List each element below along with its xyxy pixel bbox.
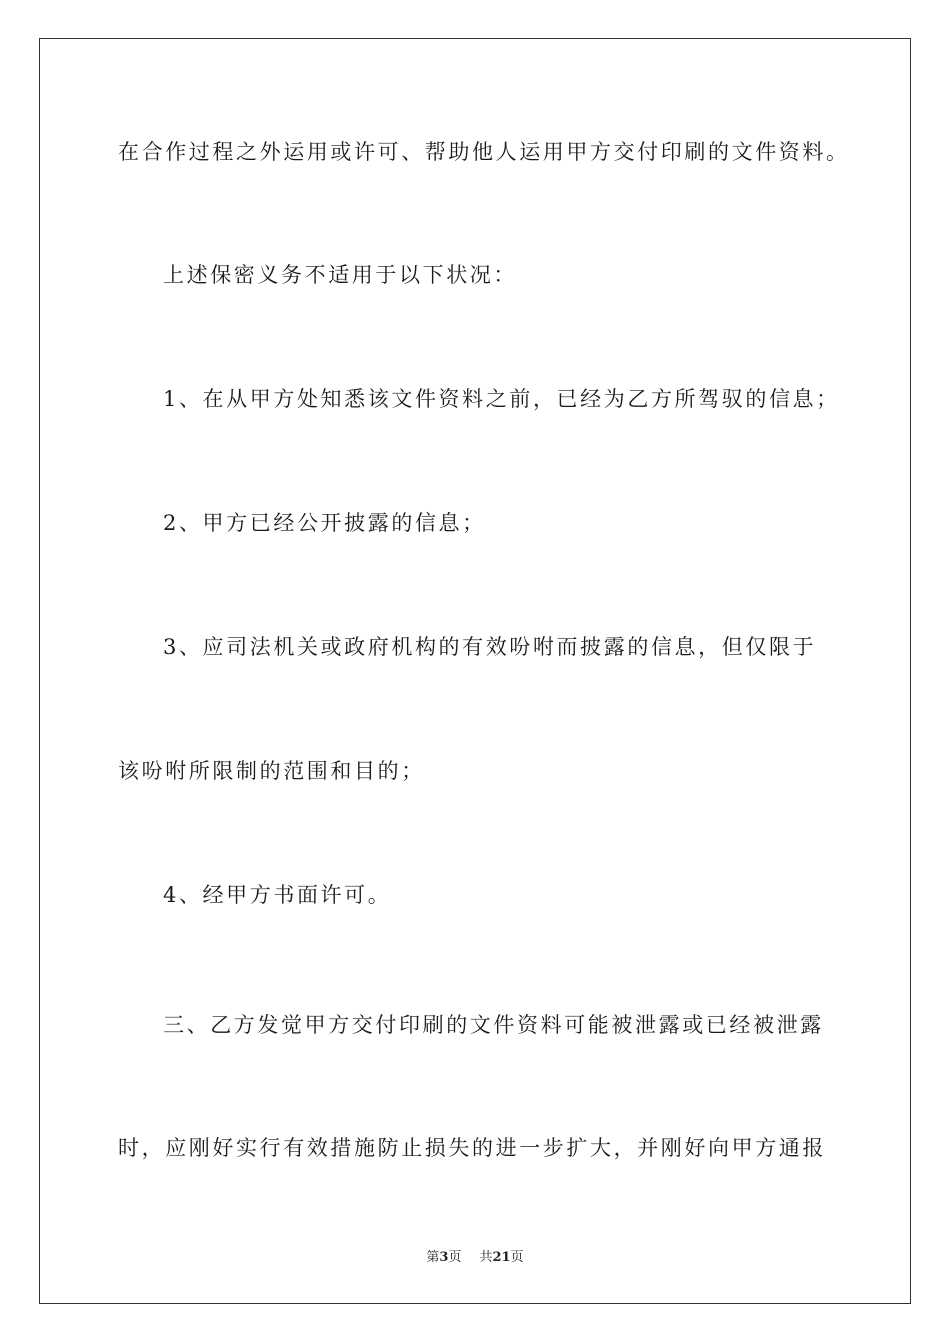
body-line-2: 上述保密义务不适用于以下状况： [163, 263, 517, 287]
list-item-2: 2、甲方已经公开披露的信息； [163, 511, 486, 535]
total-suffix: 页 [510, 1250, 524, 1265]
list-item-3-continued: 该吩咐所限制的范围和目的； [118, 759, 425, 783]
total-prefix: 共 [479, 1250, 493, 1265]
list-item-1: 1、在从甲方处知悉该文件资料之前，已经为乙方所驾驭的信息； [163, 387, 840, 411]
page-number: 3 [439, 1250, 449, 1265]
list-item-3: 3、应司法机关或政府机构的有效吩咐而披露的信息，但仅限于 [163, 635, 817, 659]
page-prefix: 第 [426, 1250, 440, 1265]
page-footer [0, 1246, 950, 1265]
list-item-4: 4、经甲方书面许可。 [163, 883, 392, 907]
total-pages: 21 [492, 1250, 511, 1265]
page-suffix: 页 [448, 1250, 462, 1265]
section-three-line-2: 时，应刚好实行有效措施防止损失的进一步扩大，并刚好向甲方通报 [118, 1136, 826, 1160]
section-three-line-1: 三、乙方发觉甲方交付印刷的文件资料可能被泄露或已经被泄露 [163, 1013, 824, 1037]
page-border [39, 38, 911, 1304]
body-line-1: 在合作过程之外运用或许可、帮助他人运用甲方交付印刷的文件资料。 [118, 140, 850, 164]
